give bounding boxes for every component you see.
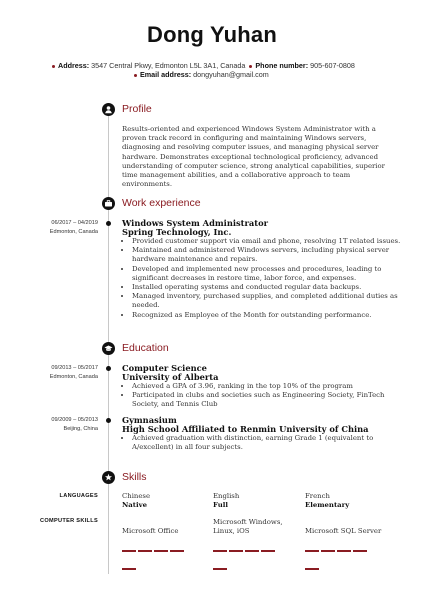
languages-label: LANGUAGES — [59, 493, 98, 499]
job-bullets — [122, 237, 412, 320]
timeline-dot — [106, 418, 111, 423]
skills-icon — [102, 471, 115, 484]
edu-location: Beijing, China — [63, 426, 98, 432]
edu-bullets — [122, 382, 412, 410]
phone-label: Phone number: — [255, 61, 309, 70]
list-item: • Recognized as Employee of the Month for outstanding performance. — [132, 311, 412, 320]
skill-level-bar — [213, 539, 291, 541]
edu-degree: Computer Science — [122, 363, 207, 373]
skill-level-segment — [305, 568, 319, 570]
skill-level-segment — [213, 568, 227, 570]
skill-level-segment — [337, 550, 351, 552]
language-name: English — [213, 492, 240, 500]
list-item: • Participated in clubs and societies such as Engineering Society, FinTech Society, and Tennis Club — [132, 391, 412, 409]
edu-location: Edmonton, Canada — [49, 374, 98, 380]
skill-level-bar — [305, 539, 383, 541]
education-title: Education — [122, 342, 169, 354]
phone-value: 905-607-0808 — [310, 61, 355, 70]
edu-school: High School Affiliated to Renmin University of China — [122, 424, 369, 434]
list-item: • Achieved graduation with distinction, earning Grade 1 (equivalent to A/excellent) in all four subjects. — [132, 434, 412, 452]
job-location: Edmonton, Canada — [49, 229, 98, 235]
computer-skills-label: COMPUTER SKILLS — [40, 518, 98, 524]
job-company: Spring Technology, Inc. — [122, 227, 232, 237]
edu-date: 09/2009 – 05/2013 — [51, 417, 98, 423]
list-item: • Achieved a GPA of 3.96, ranking in the top 10% of the program — [132, 382, 412, 391]
skill-level-segment — [213, 550, 227, 552]
briefcase-icon — [102, 197, 115, 210]
edu-date: 09/2013 – 05/2017 — [51, 365, 98, 371]
skill-level-segment — [353, 550, 367, 552]
candidate-name: Dong Yuhan — [147, 22, 277, 47]
computer-skill-name: Microsoft SQL Server — [305, 527, 382, 535]
skill-level-segment — [122, 550, 136, 552]
contact-line-2 — [134, 70, 269, 79]
edu-degree: Gymnasium — [122, 415, 177, 425]
profile-title: Profile — [122, 103, 152, 115]
edu-school: University of Alberta — [122, 372, 219, 382]
language-level: Native — [122, 501, 147, 509]
bullet-dot — [249, 65, 252, 68]
address-value: 3547 Central Pkwy, Edmonton L5L 3A1, Canada — [91, 61, 246, 70]
skill-level-segment — [261, 550, 275, 552]
list-item: • Provided customer support via email and phone, resolving 1T related issues. — [132, 237, 412, 246]
bullet-dot — [134, 74, 137, 77]
timeline-line — [108, 104, 109, 574]
skill-level-bar — [122, 539, 200, 541]
work-title: Work experience — [122, 197, 201, 209]
timeline-dot — [106, 221, 111, 226]
bullet-dot — [52, 65, 55, 68]
list-item: • Managed inventory, purchased supplies, and completed additional duties as needed. — [132, 292, 412, 310]
profile-icon — [102, 103, 115, 116]
email-value: dongyuhan@gmail.com — [193, 70, 269, 79]
language-name: French — [305, 492, 330, 500]
skills-title: Skills — [122, 471, 147, 483]
job-date: 06/2017 – 04/2019 — [51, 220, 98, 226]
skill-level-segment — [245, 550, 259, 552]
profile-text: Results-oriented and experienced Windows System Administrator with a proven track record in configuring and maintaining Windows servers, diagnosing and resolving computer issues, and managing physical server hardware. Demonstrates exceptional technological proficiency, advanced understanding of computer science, strong analytical capabilities, superior time management abilities, and a collaborative approach to team environments. — [122, 125, 385, 189]
skill-level-segment — [122, 568, 136, 570]
language-name: Chinese — [122, 492, 151, 500]
skill-level-segment — [229, 550, 243, 552]
list-item: • Installed operating systems and conducted regular data backups. — [132, 283, 412, 292]
graduation-cap-icon — [102, 342, 115, 355]
computer-skill-name: Microsoft Windows, Linux, iOS — [213, 518, 283, 535]
skill-level-segment — [321, 550, 335, 552]
skill-level-segment — [170, 550, 184, 552]
list-item: • Maintained and administered Windows servers, including physical server hardware maintenance and repairs. — [132, 246, 412, 264]
skill-level-segment — [305, 550, 319, 552]
timeline-dot — [106, 366, 111, 371]
job-role: Windows System Administrator — [122, 218, 268, 228]
skill-level-segment — [138, 550, 152, 552]
computer-skill-name: Microsoft Office — [122, 527, 179, 535]
email-label: Email address: — [140, 70, 192, 79]
language-level: Full — [213, 501, 229, 509]
edu-bullets — [122, 434, 412, 452]
language-level: Elementary — [305, 501, 350, 509]
skill-level-segment — [154, 550, 168, 552]
address-label: Address: — [58, 61, 90, 70]
contact-line-1 — [52, 61, 355, 70]
list-item: • Developed and implemented new processes and procedures, leading to significant decreases in restore time, labor force, and expenses. — [132, 265, 412, 283]
